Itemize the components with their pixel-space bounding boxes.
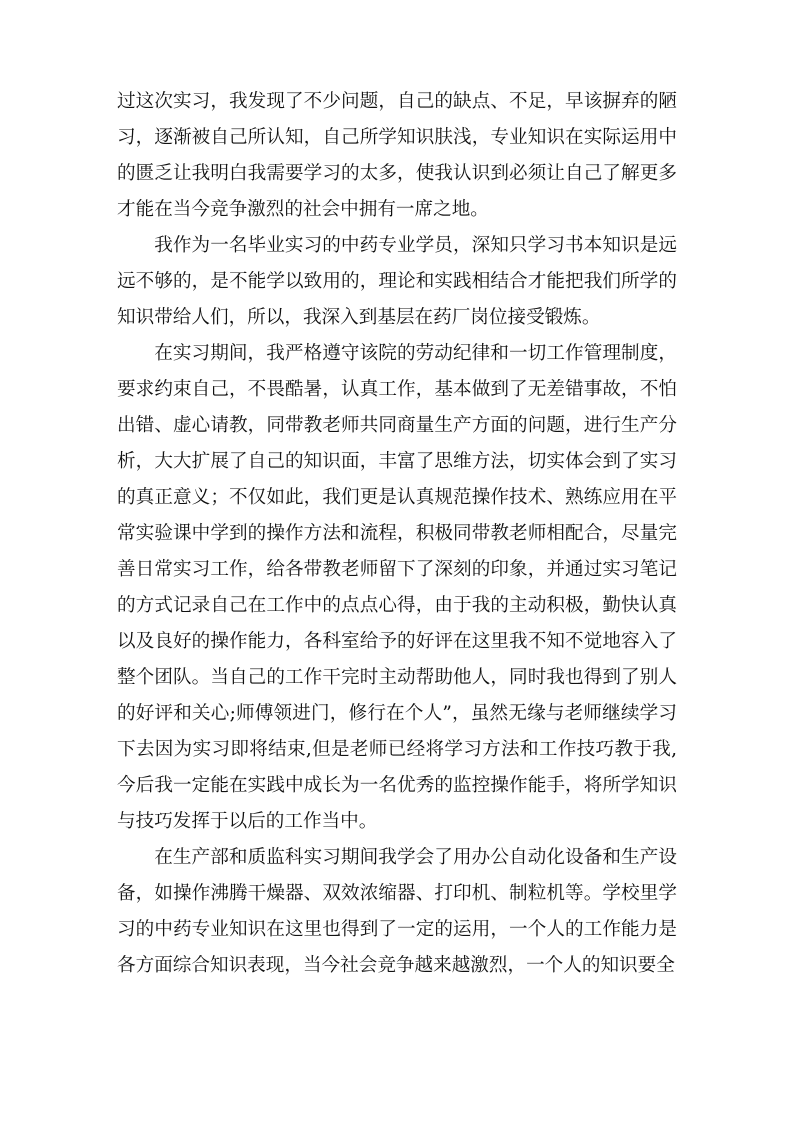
paragraph-1: 过这次实习，我发现了不少问题，自己的缺点、不足，早该摒弃的陋习，逐渐被自己所认知，自己所学知识肤浅，专业知识在实际运用中的匮乏让我明白我需要学习的太多，使我认识到必须让自己了解更多才能在当今竞争激烈的社会中拥有一席之地。 — [117, 91, 677, 220]
paragraph-3: 在实习期间，我严格遵守该院的劳动纪律和一切工作管理制度，要求约束自己，不畏酷暑，认真工作，基本做到了无差错事故，不怕出错、虚心请教，同带教老师共同商量生产方面的问题，进行生产分析，大大扩展了自己的知识面，丰富了思维方法，切实体会到了实习的真正意义；不仅如此，我们更是认真规范操作技术、熟练应用在平常实验课中学到的操作方法和流程，积极同带教老师相配合，尽量完善日常实习工作，给各带教老师留下了深刻的印象，并通过实习笔记的方式记录自己在工作中的点点心得，由于我的主动积极，勤快认真以及良好的操作能力，各科室给予的好评在这里我不知不觉地容入了整个团队。当自己的工作干完时主动帮助他人，同时我也得到了别人的好评和关心;师傅领进门，修行在个人”，虽然无缘与老师继续学习下去因为实习即将结束,但是老师已经将学习方法和工作技巧教于我,今后我一定能在实践中成长为一名优秀的监控操作能手，将所学知识与技巧发挥于以后的工作当中。 — [117, 343, 677, 832]
paragraph-4: 在生产部和质监科实习期间我学会了用办公自动化设备和生产设备，如操作沸腾干燥器、双效浓缩器、打印机、制粒机等。学校里学习的中药专业知识在这里也得到了一定的运用，一个人的工作能力是各方面综合知识表现，当今社会竞争越来越激烈，一个人的知识要全 — [117, 847, 677, 976]
paragraph-2: 我作为一名毕业实习的中药专业学员，深知只学习书本知识是远远不够的，是不能学以致用的，理论和实践相结合才能把我们所学的知识带给人们，所以，我深入到基层在药厂岗位接受锻炼。 — [117, 235, 677, 328]
document-body — [117, 84, 677, 984]
